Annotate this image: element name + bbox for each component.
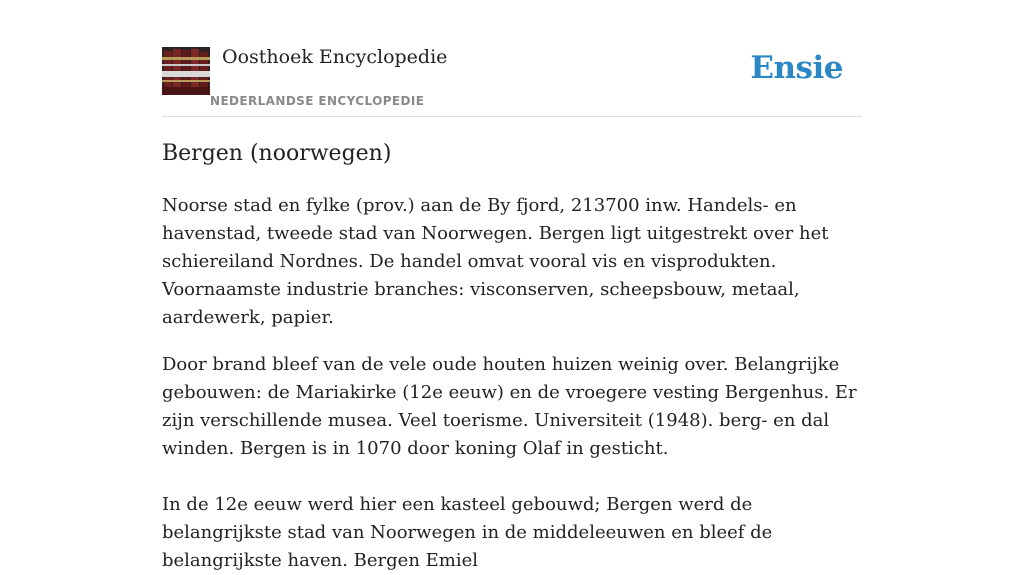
article-body bbox=[162, 192, 872, 575]
article-paragraph-3: In de 12e eeuw werd hier een kasteel gebouwd; Bergen werd de belangrijkste stad van Noorwegen in de middeleeuwen en bleef de belangrijkste haven. Bergen Emiel bbox=[162, 494, 773, 571]
site-title[interactable]: Oosthoek Encyclopedie bbox=[222, 46, 448, 68]
encyclopedia-books-icon bbox=[162, 47, 210, 95]
article-paragraph-2: Door brand bleef van de vele oude houten huizen weinig over. Belangrijke gebouwen: de Mariakirke (12e eeuw) en de vroegere vesting Bergenhus. Er zijn verschillende musea. Veel toerisme. Universiteit (1948). berg- en dal winden. Bergen is in 1070 door koning Olaf in gesticht. bbox=[162, 354, 857, 459]
brand-logo[interactable]: Ensie bbox=[750, 50, 843, 86]
site-header bbox=[162, 0, 862, 117]
article-paragraph-1: Noorse stad en fylke (prov.) aan de By fjord, 213700 inw. Handels- en havenstad, tweede stad van Noorwegen. Bergen ligt uitgestrekt over het schiereiland Nordnes. De handel omvat vooral vis en visprodukten. Voornaamste industrie branches: visconserven, scheepsbouw, metaal, aardewerk, papier. bbox=[162, 195, 829, 328]
site-subtitle: NEDERLANDSE ENCYCLOPEDIE bbox=[210, 94, 425, 108]
article-title: Bergen (noorwegen) bbox=[162, 141, 392, 166]
site-logo-avatar[interactable] bbox=[162, 47, 210, 95]
